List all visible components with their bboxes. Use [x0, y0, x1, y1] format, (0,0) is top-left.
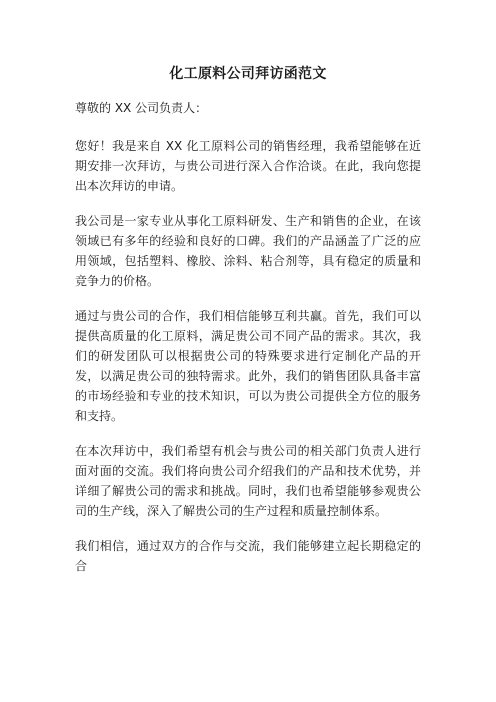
salutation: 尊敬的 XX 公司负责人： — [75, 101, 208, 115]
paragraph-company-intro: 我公司是一家专业从事化工原料研发、生产和销售的企业，在该领域已有多年的经验和良好的口碑。我们的产品涵盖了广泛的应用领域，包括塑料、橡胶、涂料、粘合剂等，具有稳定的质量和竞争力的价格。 — [75, 214, 421, 288]
paragraph-greeting: 您好！我是来自 XX 化工原料公司的销售经理，我希望能够在近期安排一次拜访，与贵公司进行深入合作洽谈。在此，我向您提出本次拜访的申请。 — [75, 139, 421, 193]
paragraph-visit-plan: 在本次拜访中，我们希望有机会与贵公司的相关部门负责人进行面对面的交流。我们将向贵公司介绍我们的产品和技术优势，并详细了解贵公司的需求和挑战。同时，我们也希望能够参观贵公司的生产线，深入了解贵公司的生产过程和质量控制体系。 — [75, 444, 421, 518]
paragraph-closing: 我们相信，通过双方的合作与交流，我们能够建立起长期稳定的合 — [75, 539, 421, 573]
document-title: 化工原料公司拜访函范文 — [169, 66, 327, 82]
paragraph-cooperation-benefits: 通过与贵公司的合作，我们相信能够互利共赢。首先，我们可以提供高质量的化工原料，满足贵公司不同产品的需求。其次，我们的研发团队可以根据贵公司的特殊要求进行定制化产品的开发，以满足贵公司的独特需求。此外，我们的销售团队具备丰富的市场经验和专业的技术知识，可以为贵公司提供全方位的服务和支持。 — [75, 309, 421, 423]
